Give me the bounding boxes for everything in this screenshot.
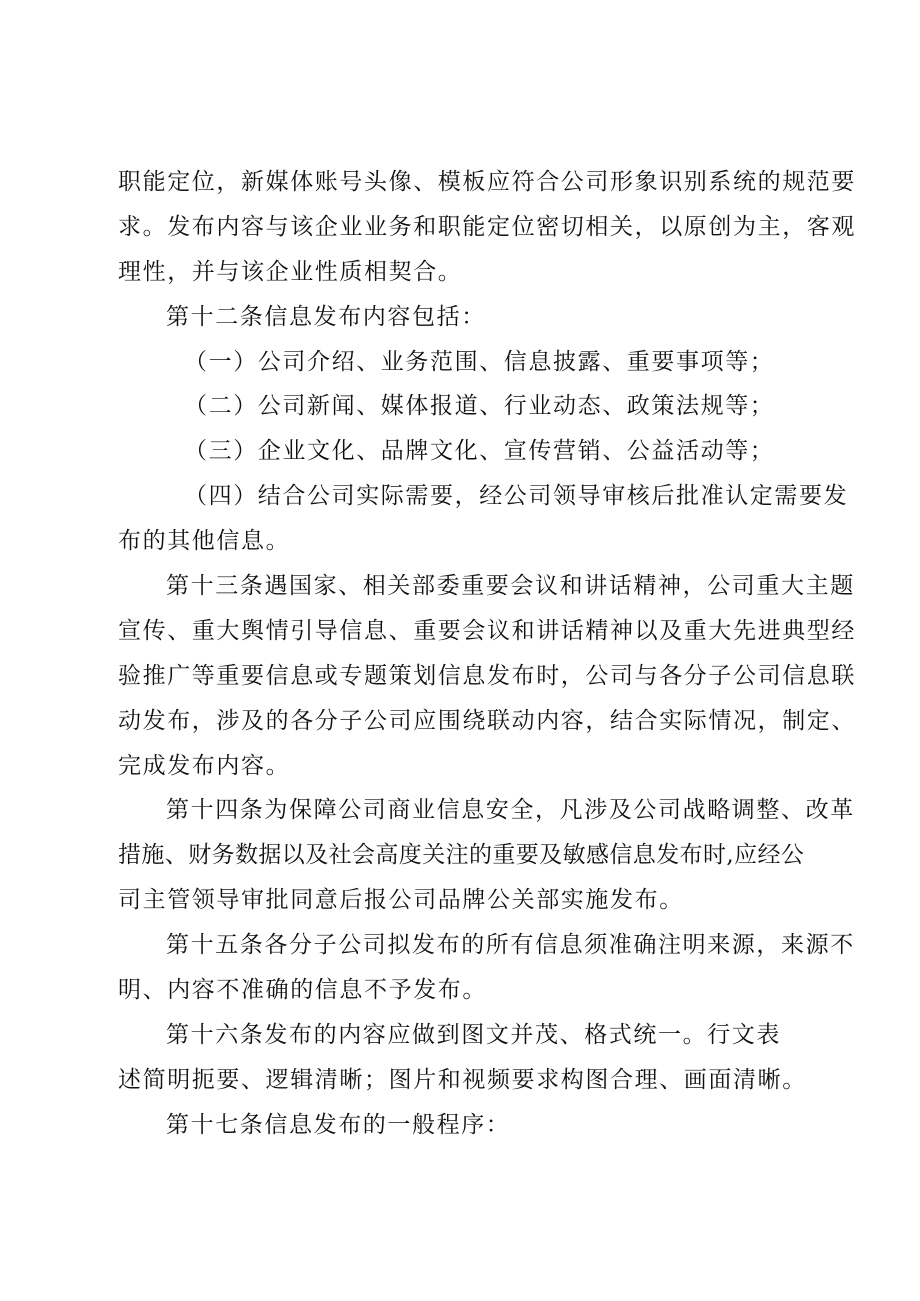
article-16-paragraph: 第十六条发布的内容应做到图文并茂、格式统一。行文表	[166, 1021, 781, 1048]
article-15-paragraph: 第十五条各分子公司拟发布的所有信息须准确注明来源，来源不	[166, 932, 855, 959]
text-line: 措施、财务数据以及社会高度关注的重要及敏感信息发布时,应经公	[118, 842, 805, 869]
text-line: 理性，并与该企业性质相契合。	[118, 258, 463, 285]
document-body	[118, 160, 856, 1148]
article-17-heading: 第十七条信息发布的一般程序：	[166, 1111, 511, 1138]
text-line: 宣传、重大舆情引导信息、重要会议和讲话精神以及重大先进典型经	[118, 617, 856, 644]
article-14-paragraph: 第十四条为保障公司商业信息安全，凡涉及公司战略调整、改革	[166, 797, 855, 824]
text-line: 述简明扼要、逻辑清晰；图片和视频要求构图合理、画面清晰。	[118, 1066, 807, 1093]
article-12-heading: 第十二条信息发布内容包括：	[166, 303, 486, 330]
text-line: 验推广等重要信息或专题策划信息发布时，公司与各分子公司信息联	[118, 662, 856, 689]
text-line: 布的其他信息。	[118, 528, 291, 555]
list-item: （二）公司新闻、媒体报道、行业动态、政策法规等；	[184, 393, 775, 420]
list-item: （三）企业文化、品牌文化、宣传营销、公益活动等；	[184, 438, 775, 465]
list-item: （一）公司介绍、业务范围、信息披露、重要事项等；	[184, 348, 775, 375]
list-item: （四）结合公司实际需要，经公司领导审核后批准认定需要发	[184, 483, 849, 510]
text-line: 动发布，涉及的各分子公司应围绕联动内容，结合实际情况，制定、	[118, 707, 856, 734]
article-13-paragraph: 第十三条遇国家、相关部委重要会议和讲话精神，公司重大主题	[166, 573, 855, 600]
text-line: 完成发布内容。	[118, 752, 291, 779]
text-line: 明、内容不准确的信息不予发布。	[118, 977, 487, 1004]
text-line: 求。发布内容与该企业业务和职能定位密切相关，以原创为主，客观	[118, 213, 856, 240]
text-line: 司主管领导审批同意后报公司品牌公关部实施发布。	[118, 887, 684, 914]
text-line: 职能定位，新媒体账号头像、模板应符合公司形象识别系统的规范要	[118, 169, 856, 195]
